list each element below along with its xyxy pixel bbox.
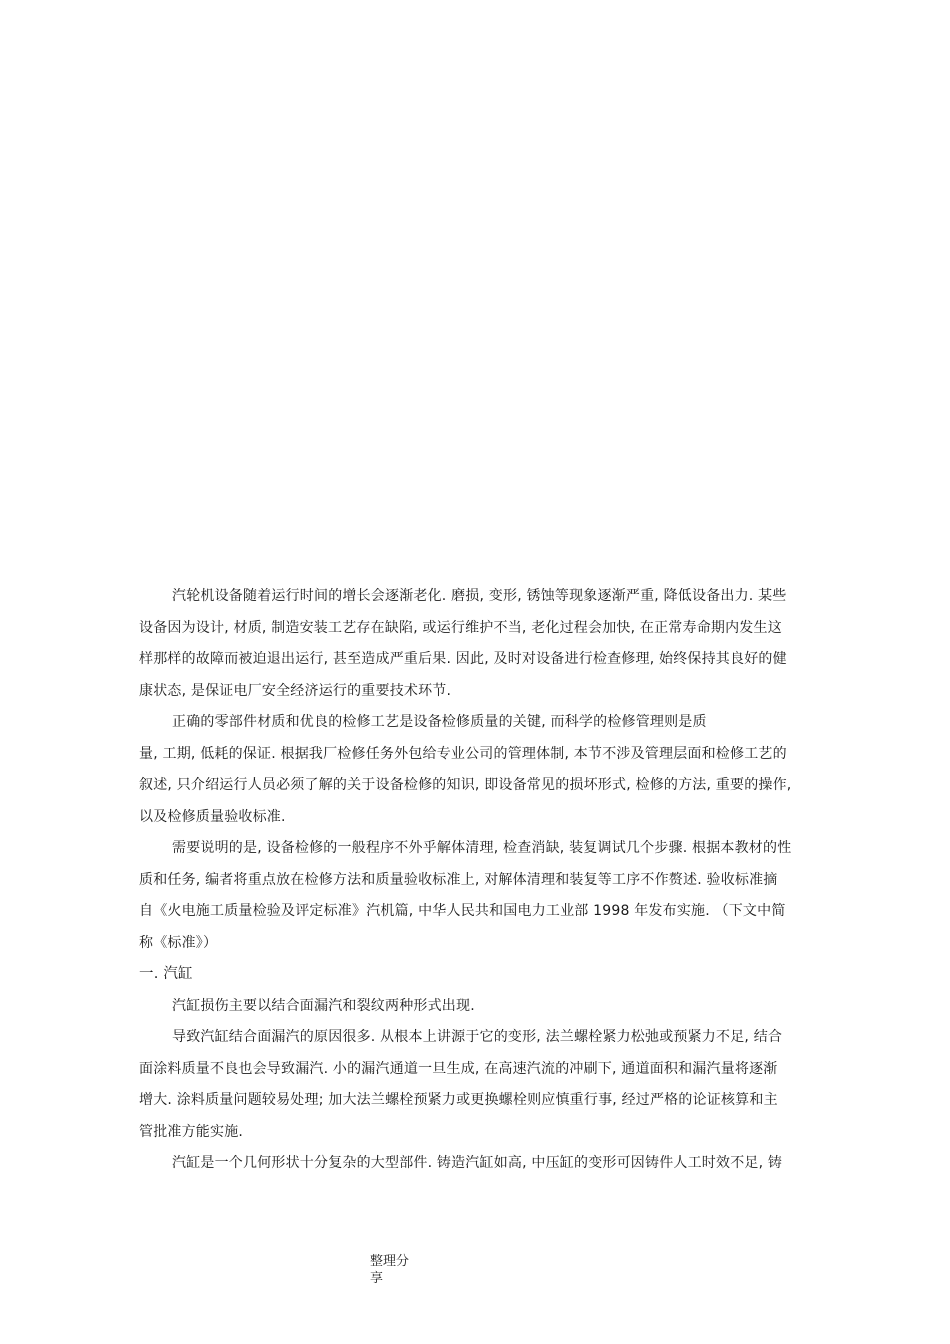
footer-text-line: 享 xyxy=(370,1271,384,1286)
text-line: 称《标准》） xyxy=(139,934,218,951)
text-line: 康状态, 是保证电厂安全经济运行的重要技术环节. xyxy=(139,682,452,699)
footer-text-line: 整理分 xyxy=(370,1254,410,1269)
section-heading: 一. 汽缸 xyxy=(139,966,193,982)
page-footer xyxy=(370,1253,430,1287)
text-line: 正确的零部件材质和优良的检修工艺是设备检修质量的关键, 而科学的检修管理则是质 xyxy=(172,714,707,730)
document-body xyxy=(139,581,814,1180)
text-line: 管批准方能实施. xyxy=(139,1123,244,1140)
text-line: 汽轮机设备随着运行时间的增长会逐渐老化. 磨损, 变形, 锈蚀等现象逐渐严重, 降低设备出力. 某些 xyxy=(172,588,787,604)
text-line: 以及检修质量验收标准. xyxy=(139,808,286,825)
text-line: 质和任务, 编者将重点放在检修方法和质量验收标准上, 对解体清理和装复等工序不作赘述. 验收标准摘 xyxy=(139,871,778,888)
text-line: 增大. 涂料质量问题较易处理; 加大法兰螺栓预紧力或更换螺栓则应慎重行事, 经过严格的论证核算和主 xyxy=(139,1092,778,1108)
text-line: 需要说明的是, 设备检修的一般程序不外乎解体清理, 检查消缺, 装复调试几个步骤. 根据本教材的性 xyxy=(172,840,792,856)
text-line: 设备因为设计, 材质, 制造安装工艺存在缺陷, 或运行维护不当, 老化过程会加快, 在正常寿命期内发生这 xyxy=(139,619,782,636)
text-line: 量, 工期, 低耗的保证. 根据我厂检修任务外包给专业公司的管理体制, 本节不涉及管理层面和检修工艺的 xyxy=(139,745,787,762)
text-line: 面涂料质量不良也会导致漏汽. 小的漏汽通道一旦生成, 在高速汽流的冲刷下, 通道面积和漏汽量将逐渐 xyxy=(139,1060,778,1077)
text-line: 自《火电施工质量检验及评定标准》汽机篇, 中华人民共和国电力工业部 1998 年发布实施. （下文中简 xyxy=(139,903,786,919)
text-line: 叙述, 只介绍运行人员必须了解的关于设备检修的知识, 即设备常见的损坏形式, 检修的方法, 重要的操作, xyxy=(139,777,792,793)
text-line: 样那样的故障而被迫退出运行, 甚至造成严重后果. 因此, 及时对设备进行检查修理, 始终保持其良好的健 xyxy=(139,651,787,667)
text-line: 汽缸损伤主要以结合面漏汽和裂纹两种形式出现. xyxy=(172,997,475,1014)
text-line: 导致汽缸结合面漏汽的原因很多. 从根本上讲源于它的变形, 法兰螺栓紧力松弛或预紧力不足, 结合 xyxy=(172,1029,783,1045)
text-line: 汽缸是一个几何形状十分复杂的大型部件. 铸造汽缸如高, 中压缸的变形可因铸件人工时效不足, 铸 xyxy=(172,1155,783,1171)
